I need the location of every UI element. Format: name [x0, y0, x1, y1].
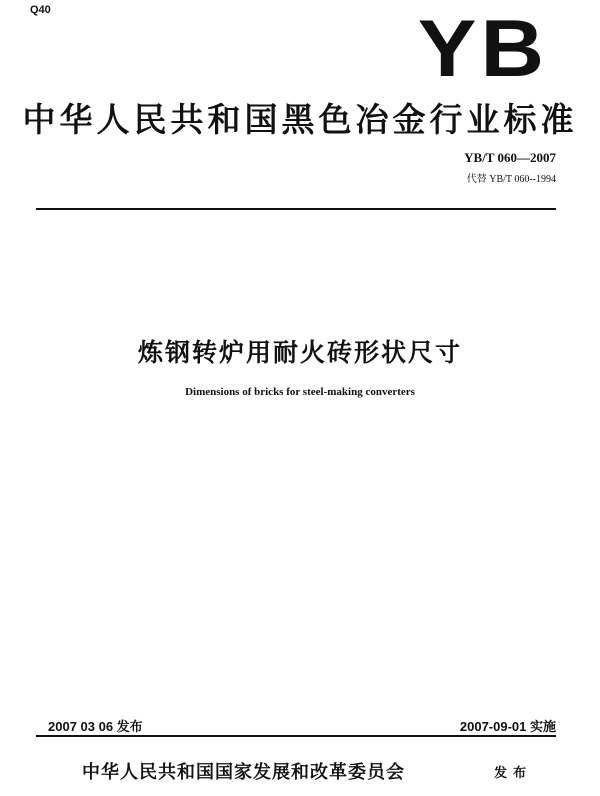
- implementation-date: 2007-09-01 实施: [459, 719, 556, 734]
- yb-logo: YB: [417, 2, 548, 94]
- standard-title: 中华人民共和国黑色冶金行业标准: [22, 100, 578, 139]
- issue-action: 发布: [494, 766, 533, 781]
- header-divider: [36, 208, 556, 210]
- footer-divider: [36, 735, 556, 737]
- ccs-code: Q40: [30, 4, 51, 16]
- issue-date: 2007 03 06 发布: [48, 719, 143, 734]
- document-subtitle: Dimensions of bricks for steel-making converters: [185, 386, 415, 398]
- document-title: 炼钢转炉用耐火砖形状尺寸: [137, 338, 462, 367]
- replaces-standard: 代替 YB/T 060--1994: [466, 174, 556, 185]
- issuing-authority: 中华人民共和国国家发展和改革委员会: [82, 762, 405, 783]
- standard-code: YB/T 060—2007: [464, 150, 556, 165]
